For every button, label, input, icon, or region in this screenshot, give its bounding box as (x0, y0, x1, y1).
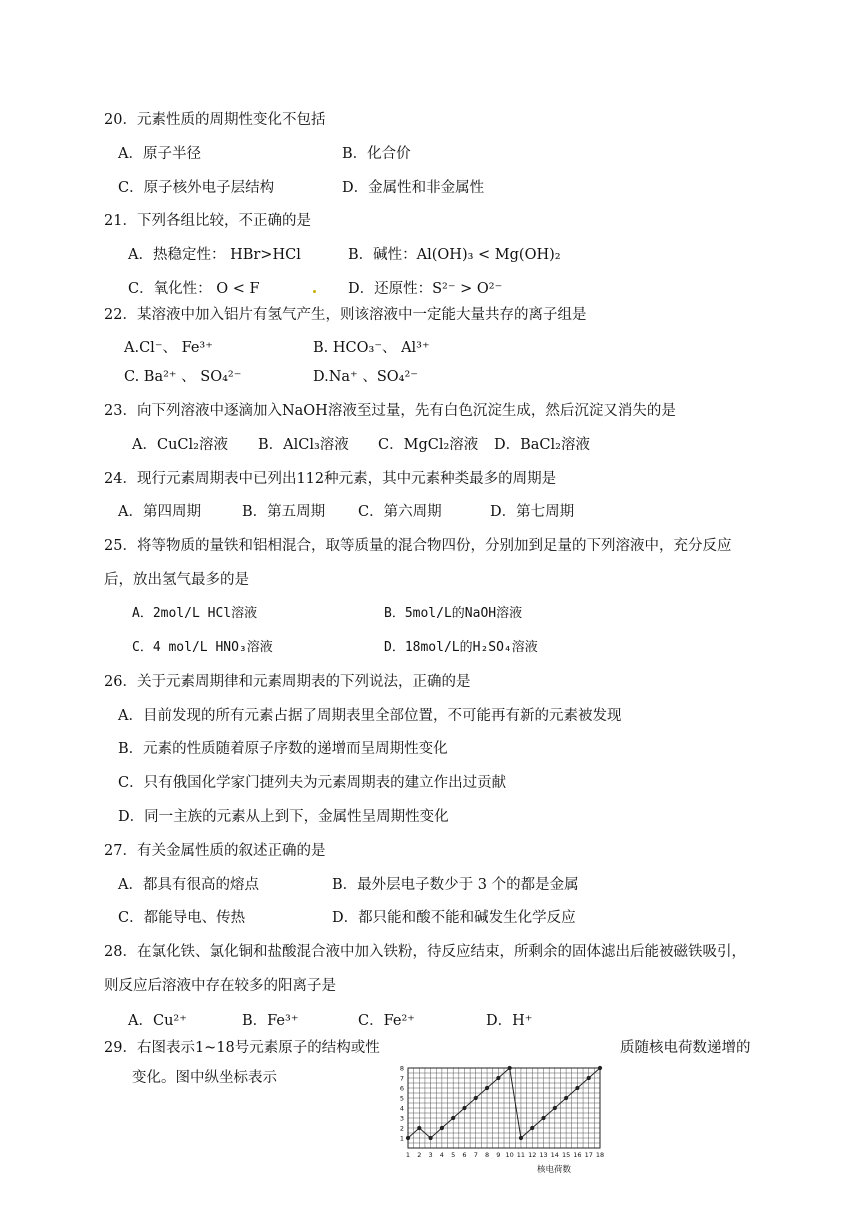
option: B．化合价 (342, 146, 411, 162)
data-point (587, 1076, 591, 1080)
option: C．MgCl₂溶液 (378, 437, 479, 453)
option: A．第四周期 (118, 504, 201, 520)
data-point (462, 1106, 466, 1110)
x-tick-label: 3 (428, 1151, 433, 1159)
question-23-stem (104, 401, 676, 421)
option: B. HCO₃⁻、 Al³⁺ (313, 340, 430, 356)
option: D．第七周期 (490, 504, 575, 520)
question-26-stem (104, 672, 470, 692)
option: D．金属性和非金属性 (342, 180, 485, 196)
question-text: 下列各组比较，不正确的是 (136, 213, 311, 229)
option: B．最外层电子数少于 3 个的都是金属 (332, 877, 579, 893)
data-point (428, 1136, 432, 1140)
question-number: 27． (104, 843, 137, 859)
x-tick-label: 5 (451, 1151, 456, 1159)
option: B．5mol/L的NaOH溶液 (384, 606, 523, 621)
question-number: 25． (104, 538, 137, 554)
option: A.Cl⁻、 Fe³⁺ (124, 340, 213, 356)
question-text: 将等物质的量铁和铝相混合，取等质量的混合物四份，分别加到足量的下列溶液中，充分反应 (136, 538, 732, 554)
question-number: 23． (104, 403, 137, 419)
option: D．H⁺ (486, 1013, 533, 1029)
question-29-stem-continued: 变化。图中纵坐标表示 (132, 1070, 277, 1086)
option: C．氧化性： O < F (128, 281, 260, 297)
x-tick-label: 11 (516, 1151, 526, 1159)
y-tick-label: 8 (399, 1064, 404, 1073)
x-tick-label: 18 (595, 1151, 605, 1159)
x-tick-label: 13 (539, 1151, 548, 1159)
data-point (598, 1066, 602, 1070)
question-text: 元素性质的周期性变化不包括 (136, 112, 326, 128)
x-tick-label: 2 (417, 1151, 422, 1159)
option: A．Cu²⁺ (128, 1013, 187, 1029)
x-tick-label: 10 (505, 1151, 514, 1159)
option: B．AlCl₃溶液 (258, 437, 349, 453)
question-number: 22． (104, 307, 137, 323)
option: B．Fe³⁺ (242, 1013, 299, 1029)
question-number: 26． (104, 674, 137, 690)
data-point (496, 1076, 500, 1080)
question-number: 24． (104, 471, 137, 487)
question-28-stem-continued: 则反应后溶液中存在较多的阳离子是 (104, 978, 336, 994)
option: D.Na⁺ 、SO₄²⁻ (313, 369, 418, 385)
option: C．第六周期 (358, 504, 442, 520)
question-number: 20． (104, 112, 137, 128)
option: A．2mol/L HCl溶液 (132, 606, 258, 621)
option: C．Fe²⁺ (358, 1013, 415, 1029)
question-20-stem (104, 110, 325, 130)
y-tick-label: 7 (399, 1074, 404, 1083)
y-tick-label: 6 (399, 1084, 404, 1093)
data-point (474, 1096, 478, 1100)
option: D．还原性：S²⁻ > O²⁻ (348, 281, 503, 297)
option: C．原子核外电子层结构 (118, 180, 275, 196)
x-tick-label: 9 (496, 1151, 501, 1159)
option: A．原子半径 (118, 146, 201, 162)
question-27-stem (104, 841, 325, 861)
x-tick-label: 16 (573, 1151, 582, 1159)
x-tick-label: 6 (462, 1151, 467, 1159)
option: B．碱性：Al(OH)₃ < Mg(OH)₂ (348, 247, 561, 263)
x-tick-label: 4 (439, 1151, 444, 1159)
stray-mark (313, 290, 316, 293)
option: D．同一主族的元素从上到下，金属性呈周期性变化 (118, 809, 449, 825)
question-24-stem (104, 469, 556, 489)
question-text: 关于元素周期律和元素周期表的下列说法，正确的是 (136, 674, 471, 690)
question-text: 某溶液中加入铝片有氢气产生，则该溶液中一定能大量共存的离子组是 (136, 307, 587, 323)
y-tick-label: 3 (399, 1114, 404, 1123)
option: C．4 mol/L HNO₃溶液 (132, 640, 273, 655)
x-tick-label: 1 (405, 1151, 411, 1159)
chart-grid (408, 1068, 600, 1148)
question-number: 21． (104, 213, 137, 229)
option: A．CuCl₂溶液 (132, 437, 228, 453)
x-tick-label: 17 (584, 1151, 593, 1159)
option: D．18mol/L的H₂SO₄溶液 (384, 640, 538, 655)
x-tick-label: 8 (484, 1151, 490, 1159)
question-29-stem (104, 1038, 380, 1058)
option: D．都只能和酸不能和碱发生化学反应 (332, 910, 576, 926)
question-text: 在氯化铁、氯化铜和盐酸混合液中加入铁粉，待反应结束，所剩余的固体滤出后能被磁铁吸引， (136, 944, 746, 960)
data-point (553, 1106, 557, 1110)
data-point (564, 1096, 568, 1100)
option: C．都能导电、传热 (118, 910, 246, 926)
option: A．都具有很高的熔点 (118, 877, 259, 893)
data-point (451, 1116, 455, 1120)
option: D．BaCl₂溶液 (494, 437, 590, 453)
data-point (440, 1126, 444, 1130)
question-21-stem (104, 211, 311, 231)
option: A．目前发现的所有元素占据了周期表里全部位置，不可能再有新的元素被发现 (118, 708, 622, 724)
question-number: 28． (104, 944, 137, 960)
data-point (519, 1136, 523, 1140)
y-tick-label: 2 (399, 1124, 404, 1133)
question-25-stem (104, 536, 731, 556)
data-point (417, 1126, 421, 1130)
y-tick-labels (400, 1065, 404, 1143)
option: B．元素的性质随着原子序数的递增而呈周期性变化 (118, 741, 448, 757)
data-point (530, 1126, 534, 1130)
periodic-trend-chart (396, 1062, 608, 1176)
question-22-stem (104, 305, 586, 325)
data-point (541, 1116, 545, 1120)
question-text: 现行元素周期表中已列出112种元素，其中元素种类最多的周期是 (136, 471, 557, 487)
question-25-stem-continued: 后，放出氢气最多的是 (104, 572, 249, 588)
question-29-stem-right: 质随核电荷数递增的 (620, 1040, 751, 1056)
data-point (406, 1136, 410, 1140)
question-text: 向下列溶液中逐滴加入NaOH溶液至过量，先有白色沉淀生成，然后沉淀又消失的是 (136, 403, 676, 419)
x-tick-label: 7 (473, 1151, 478, 1159)
data-point (575, 1086, 579, 1090)
y-tick-label: 4 (399, 1104, 404, 1113)
question-28-stem (104, 942, 746, 962)
x-tick-label: 12 (528, 1151, 537, 1159)
question-text: 右图表示1~18号元素原子的结构或性 (136, 1040, 380, 1056)
y-tick-label: 5 (399, 1094, 404, 1103)
x-tick-labels (406, 1151, 604, 1159)
option: B．第五周期 (242, 504, 326, 520)
x-tick-label: 14 (550, 1151, 559, 1159)
data-point (508, 1066, 512, 1070)
x-tick-label: 15 (561, 1151, 571, 1159)
data-point (485, 1086, 489, 1090)
option: A．热稳定性： HBr>HCl (128, 247, 301, 263)
question-text: 有关金属性质的叙述正确的是 (136, 843, 326, 859)
option: C．只有俄国化学家门捷列夫为元素周期表的建立作出过贡献 (118, 775, 507, 791)
y-tick-label: 1 (399, 1134, 404, 1143)
option: C. Ba²⁺ 、 SO₄²⁻ (124, 369, 242, 385)
x-axis-label: 核电荷数 (536, 1165, 572, 1175)
question-number: 29． (104, 1040, 137, 1056)
